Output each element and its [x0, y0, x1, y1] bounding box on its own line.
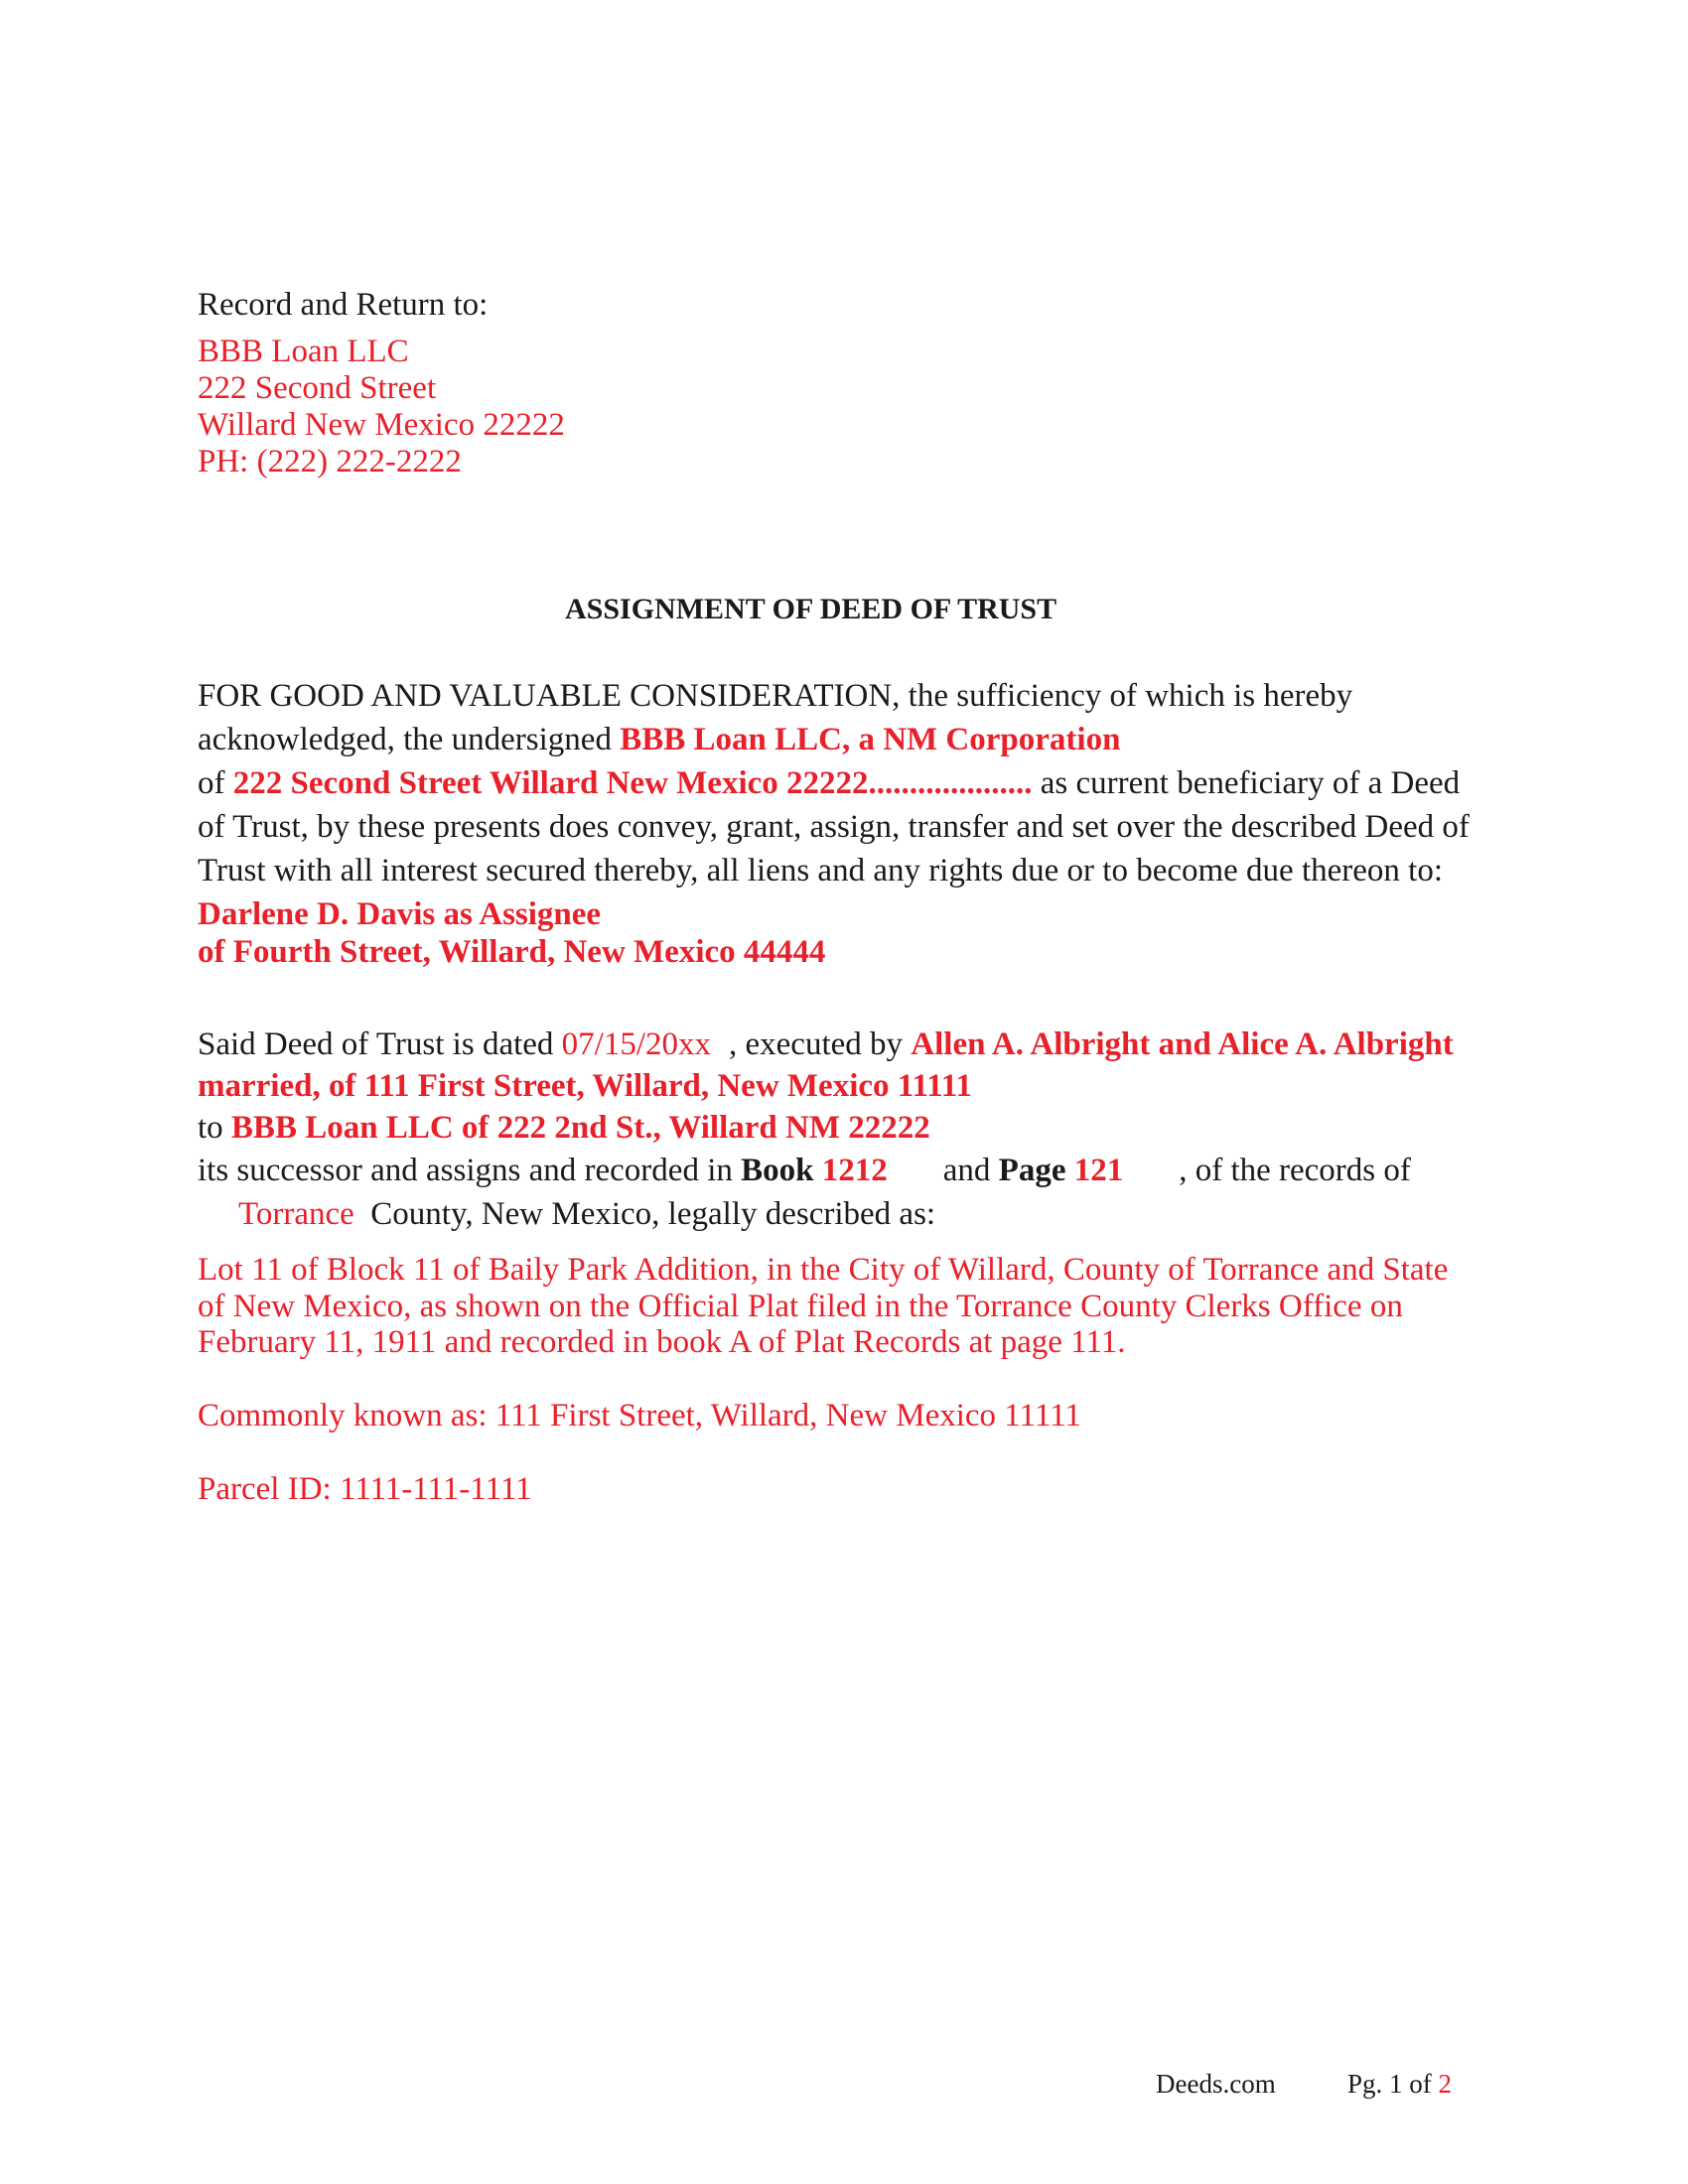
and-label: and [942, 1153, 999, 1188]
book-value: 1212 [821, 1153, 888, 1188]
consideration-line-3-suffix: as current beneficiary of a Deed [1032, 765, 1461, 801]
return-city: Willard New Mexico 22222 [198, 407, 565, 443]
deed-recorded-prefix: its successor and assigns and recorded in [198, 1153, 742, 1188]
footer-page-total: 2 [1438, 2069, 1453, 2099]
deed-executed-prefix: , executed by [729, 1026, 912, 1062]
footer-page-prefix: Pg. 1 of [1347, 2069, 1439, 2099]
original-beneficiary: BBB Loan LLC of 222 2nd St., Willard NM 22222 [230, 1110, 930, 1146]
parcel-id: Parcel ID: 1111-111-1111 [198, 1471, 532, 1507]
grantors-line-1: Allen A. Albright and Alice A. Albright [911, 1026, 1454, 1062]
consideration-line-2-prefix: acknowledged, the undersigned [198, 722, 621, 757]
book-label: Book [741, 1153, 814, 1188]
deed-recorded-line [198, 1153, 1411, 1189]
consideration-line-1: FOR GOOD AND VALUABLE CONSIDERATION, the sufficiency of which is hereby [198, 678, 1353, 714]
deed-date: 07/15/20xx [561, 1026, 712, 1062]
deed-county-line [238, 1196, 935, 1233]
commonly-known-as: Commonly known as: 111 First Street, Willard, New Mexico 11111 [198, 1398, 1081, 1433]
legal-description-line-2: of New Mexico, as shown on the Official Plat filed in the Torrance County Clerks Office on [198, 1289, 1403, 1324]
assignor-address: 222 Second Street Willard New Mexico 22222.................... [232, 765, 1033, 801]
page-label: Page [998, 1153, 1066, 1188]
deed-to-line [198, 1110, 930, 1147]
return-heading: Record and Return to: [198, 287, 489, 323]
legal-description-line-3: February 11, 1911 and recorded in book A of Plat Records at page 111. [198, 1324, 1126, 1360]
return-street: 222 Second Street [198, 370, 437, 406]
grantors-line-2: married, of 111 First Street, Willard, New Mexico 11111 [198, 1068, 972, 1104]
return-phone: PH: (222) 222-2222 [198, 444, 462, 479]
footer-site: Deeds.com [1156, 2069, 1276, 2099]
deed-to-prefix: to [198, 1110, 231, 1146]
assignor-name: BBB Loan LLC, a NM Corporation [620, 722, 1121, 757]
consideration-line-3-prefix: of [198, 765, 233, 801]
footer-page-number [1347, 2069, 1452, 2100]
deed-dated-line [198, 1026, 1454, 1063]
consideration-line-4: of Trust, by these presents does convey, grant, assign, transfer and set over the described Deed of [198, 809, 1470, 845]
return-name: BBB Loan LLC [198, 334, 409, 369]
consideration-line-5: Trust with all interest secured thereby, all liens and any rights due or to become due thereon to: [198, 853, 1443, 888]
document-title: ASSIGNMENT OF DEED OF TRUST [565, 593, 1057, 625]
county-suffix: County, New Mexico, legally described as: [370, 1196, 936, 1232]
assignee-address: of Fourth Street, Willard, New Mexico 44444 [198, 934, 826, 970]
consideration-line-2 [198, 722, 1120, 758]
records-suffix: , of the records of [1179, 1153, 1411, 1188]
county-name: Torrance [238, 1196, 354, 1232]
legal-description-line-1: Lot 11 of Block 11 of Baily Park Addition, in the City of Willard, County of Torrance and State [198, 1252, 1449, 1288]
assignee-name: Darlene D. Davis as Assignee [198, 896, 602, 932]
consideration-line-3 [198, 765, 1460, 802]
deed-dated-prefix: Said Deed of Trust is dated [198, 1026, 562, 1062]
page-value: 121 [1073, 1153, 1124, 1188]
